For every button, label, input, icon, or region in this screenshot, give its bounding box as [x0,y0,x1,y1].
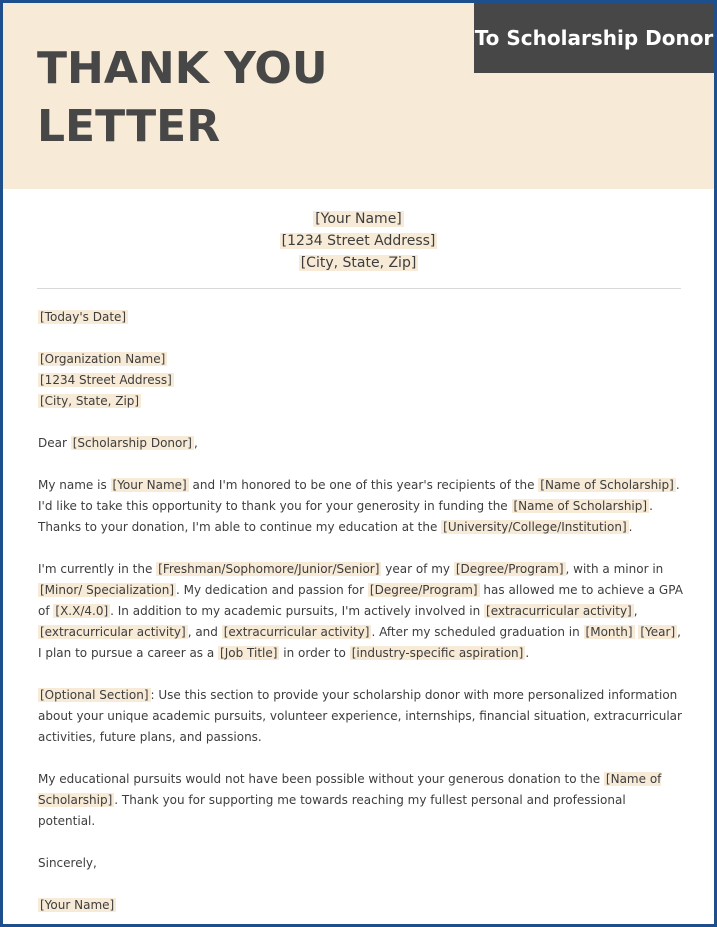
field-gpa: [X.X/4.0] [55,604,109,618]
paragraph-thanks: My educational pursuits would not have been possible without your generous donation to the [Name of Scholarship] . Thank you for supporting me towards reaching my fullest personal and professional potential. [38,772,662,828]
sender-name: [Your Name] [315,211,402,227]
field-activity: [extracurricular activity] [223,625,370,639]
field-month: [Month] [585,625,633,639]
field-scholarship-name: [Name of Scholarship] [540,478,674,492]
field-scholarship-name: [Name of Scholarship] [38,772,662,807]
title-line-2: LETTER [37,101,221,152]
recipient-address [38,349,686,412]
field-year-level: [Freshman/Sophomore/Junior/Senior] [158,562,380,576]
recipient-organization: [Organization Name] [40,352,166,366]
field-minor: [Minor/ Specialization] [40,583,174,597]
signature: [Your Name] [40,898,115,912]
closing: Sincerely, [38,856,97,870]
sender-city: [City, State, Zip] [300,255,417,271]
paragraph-academics: I'm currently in the [Freshman/Sophomore/Junior/Senior] year of my [Degree/Program] , with a minor in [Minor/ Specialization] . My dedication and passion for [Degree/Program] has allowed me to achieve a GPA of [X.X/4.0] . In addition to my academic pursuits, I'm actively involved in [extracurricular activity] , [extracurricular activity] , and [extracurricular activity] . After my scheduled graduation in [Month] [Year] , I plan to pursue a career as a [Job Title] in order to [industry-specific aspiration] . [38,562,683,660]
title-line-1: THANK YOU [37,43,328,94]
field-institution: [University/College/Institution] [443,520,627,534]
field-your-name: [Your Name] [112,478,187,492]
divider [37,288,681,289]
field-activity: [extracurricular activity] [486,604,632,618]
sender-street: [1234 Street Address] [281,233,436,249]
sender-address [3,208,714,274]
header-banner [3,3,714,189]
signature-block [38,895,686,916]
field-aspiration: [industry-specific aspiration] [351,646,524,660]
letter-date-block [38,307,686,328]
page-title [37,40,328,156]
field-job-title: [Job Title] [220,646,278,660]
field-optional-section: [Optional Section] [40,688,149,702]
field-degree: [Degree/Program] [455,562,564,576]
greeting: Dear [Scholarship Donor] , [38,436,198,450]
recipient-city: [City, State, Zip] [40,394,140,408]
greeting-name: [Scholarship Donor] [72,436,192,450]
field-degree: [Degree/Program] [369,583,478,597]
letter-date: [Today's Date] [40,310,127,324]
field-activity: [extracurricular activity] [40,625,186,639]
recipient-street: [1234 Street Address] [40,373,172,387]
recipient-badge: To Scholarship Donor [474,3,714,73]
letter-body [38,307,686,927]
field-scholarship-name: [Name of Scholarship] [513,499,648,513]
paragraph-optional: [Optional Section] : Use this section to provide your scholarship donor with more personalized information about your unique academic pursuits, volunteer experience, internships, financial situation, extracurricular activities, future plans, and passions. [38,688,682,744]
field-year: [Year] [640,625,676,639]
paragraph-intro: My name is [Your Name] and I'm honored to be one of this year's recipients of the [Name of Scholarship] . I'd like to take this opportunity to thank you for your generosity in funding the [Name of Scholarship] . Thanks to your donation, I'm able to continue my education at the [University/College/Institution] . [38,478,680,534]
